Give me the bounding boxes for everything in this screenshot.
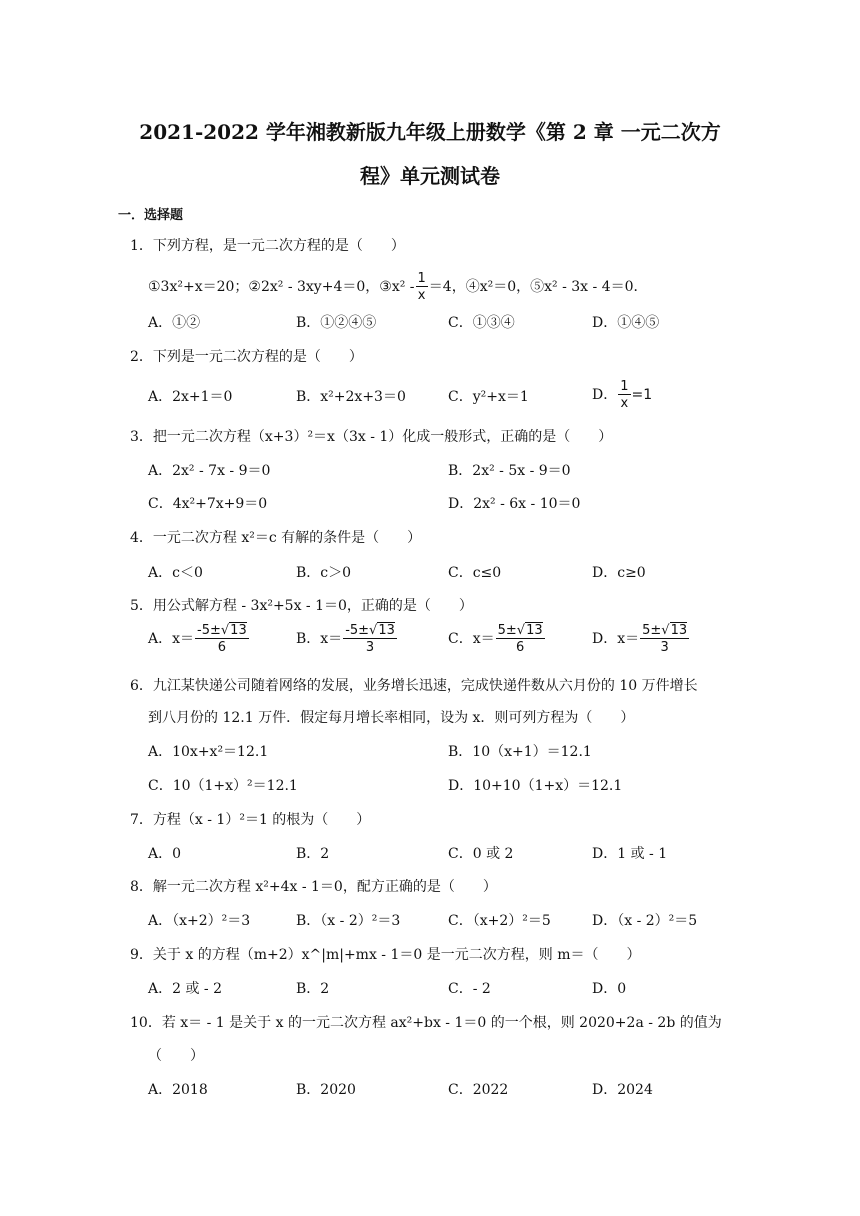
fraction-numerator: 5±√13	[642, 623, 688, 638]
title-line-2: 程》单元测试卷	[360, 164, 500, 188]
q8-option-b: B．（x - 2）²＝3	[296, 913, 401, 929]
q9-option-a: A．2 或 - 2	[148, 981, 223, 997]
q10-option-c: C．2022	[448, 1082, 509, 1098]
q6-option-c: C．10（1+x）²＝12.1	[148, 778, 298, 794]
question-8-stem: 8．解一元二次方程 x²+4x - 1＝0，配方正确的是（ ）	[130, 879, 497, 895]
q6-option-a: A．10x+x²＝12.1	[148, 744, 269, 760]
q4-option-a: A．c＜0	[148, 565, 203, 581]
question-1-stem: 1．下列方程，是一元二次方程的是（ ）	[130, 238, 405, 254]
q6-option-b: B．10（x+1）＝12.1	[448, 744, 592, 760]
q2-option-d-label: D．	[592, 387, 618, 403]
eq-3-tail: ＝4，	[428, 279, 466, 295]
fraction-denominator: 6	[217, 640, 226, 655]
q2-option-d	[592, 380, 652, 410]
q5-option-a-fraction	[195, 624, 249, 654]
q10-option-d: D．2024	[592, 1082, 653, 1098]
q3-option-c: C．4x²+7x+9＝0	[148, 496, 268, 512]
question-6-stem: 6．九江某快递公司随着网络的发展，业务增长迅速，完成快递件数从六月份的 10 万件增长	[130, 678, 698, 694]
radicand: 13	[670, 623, 688, 638]
q3-option-b: B．2x² - 5x - 9＝0	[448, 463, 571, 479]
q10-option-b: B．2020	[296, 1082, 356, 1098]
q5-option-c	[448, 624, 546, 654]
numerator-lead: 5±	[642, 623, 662, 638]
eq-1: ①3x²+x＝20；	[148, 279, 249, 295]
fraction-denominator: x	[417, 288, 426, 303]
q9-option-b: B．2	[296, 981, 330, 997]
question-10-stem: 10．若 x＝ - 1 是关于 x 的一元二次方程 ax²+bx - 1＝0 的一个根，则 2020+2a - 2b 的值为	[130, 1015, 722, 1031]
q5-option-c-label: C．x＝	[448, 631, 495, 647]
q2-option-a: A．2x+1＝0	[148, 389, 233, 405]
fraction-denominator: x	[620, 396, 629, 411]
question-5-stem: 5．用公式解方程 - 3x²+5x - 1＝0，正确的是（ ）	[130, 598, 473, 614]
q5-option-d-label: D．x＝	[592, 631, 640, 647]
q2-option-d-tail: =1	[631, 387, 653, 403]
question-6-stem-cont: 到八月份的 12.1 万件．假定每月增长率相同，设为 x．则可列方程为（ ）	[148, 710, 635, 726]
q5-option-d	[592, 624, 690, 654]
q7-option-c: C．0 或 2	[448, 846, 514, 862]
radicand: 13	[230, 623, 247, 638]
q8-option-d: D．（x - 2）²＝5	[592, 913, 698, 929]
q7-option-d: D．1 或 - 1	[592, 846, 668, 862]
q3-option-d: D．2x² - 6x - 10＝0	[448, 496, 581, 512]
q8-option-a: A．（x+2）²＝3	[148, 913, 251, 929]
q8-option-c: C．（x+2）²＝5	[448, 913, 551, 929]
q5-option-a	[148, 624, 250, 654]
fraction-denominator: 3	[365, 640, 375, 655]
question-7-stem: 7．方程（x - 1）²＝1 的根为（ ）	[130, 812, 371, 828]
q6-option-d: D．10+10（1+x）＝12.1	[448, 778, 623, 794]
numerator-lead: -5±	[345, 623, 370, 638]
q2-option-d-fraction	[618, 380, 630, 410]
fraction-numerator: 5±√13	[497, 623, 543, 638]
eq-3-fraction	[416, 272, 428, 302]
q5-option-b-label: B．x＝	[296, 631, 343, 647]
radicand: 13	[378, 623, 395, 638]
q3-option-a: A．2x² - 7x - 9＝0	[148, 463, 271, 479]
q2-option-b: B．x²+2x+3＝0	[296, 389, 406, 405]
numerator-lead: 5±	[497, 623, 517, 638]
q1-option-d: D．①④⑤	[592, 315, 660, 331]
fraction-numerator: 1	[417, 271, 426, 286]
q7-option-b: B．2	[296, 846, 330, 862]
q5-option-c-fraction	[496, 624, 545, 654]
fraction-denominator: 3	[660, 640, 669, 655]
eq-5: ⑤x² - 3x - 4＝0．	[530, 279, 648, 295]
fraction-numerator: 1	[620, 379, 629, 394]
q4-option-c: C．c≤0	[448, 565, 502, 581]
q5-option-d-fraction	[640, 624, 689, 654]
numerator-lead: -5±	[197, 623, 221, 638]
q9-option-d: D．0	[592, 981, 627, 997]
fraction-numerator: -5±√13	[345, 623, 395, 638]
q7-option-a: A．0	[148, 846, 182, 862]
q5-option-a-label: A．x＝	[148, 631, 195, 647]
question-1-equations	[148, 272, 648, 302]
q5-option-b-fraction	[343, 624, 397, 654]
fraction-denominator: 6	[515, 640, 525, 655]
q9-option-c: C．- 2	[448, 981, 491, 997]
title-line-1: 2021-2022 学年湘教新版九年级上册数学《第 2 章 一元二次方	[139, 120, 721, 144]
q4-option-d: D．c≥0	[592, 565, 646, 581]
q10-option-a: A．2018	[148, 1082, 208, 1098]
q1-option-a: A．①②	[148, 315, 201, 331]
q5-option-b	[296, 624, 398, 654]
question-2-stem: 2．下列是一元二次方程的是（ ）	[130, 349, 363, 365]
radicand: 13	[526, 623, 543, 638]
question-9-stem: 9．关于 x 的方程（m+2）x^|m|+mx - 1＝0 是一元二次方程，则 m＝（ ）	[130, 947, 641, 963]
q1-option-b: B．①②④⑤	[296, 315, 377, 331]
question-3-stem: 3．把一元二次方程（x+3）²＝x（3x - 1）化成一般形式，正确的是（ ）	[130, 429, 613, 445]
eq-3-lead: ③x² -	[379, 279, 415, 295]
q1-option-c: C．①③④	[448, 315, 515, 331]
q4-option-b: B．c＞0	[296, 565, 352, 581]
question-4-stem: 4．一元二次方程 x²＝c 有解的条件是（ ）	[130, 530, 422, 546]
fraction-numerator: -5±√13	[197, 623, 247, 638]
question-10-stem-cont: （ ）	[148, 1048, 204, 1064]
section-heading: 一．选择题	[118, 208, 184, 223]
eq-2: ②2x² - 3xy+4＝0，	[248, 279, 380, 295]
q2-option-c: C．y²+x＝1	[448, 389, 529, 405]
eq-4: ④x²＝0，	[465, 279, 531, 295]
